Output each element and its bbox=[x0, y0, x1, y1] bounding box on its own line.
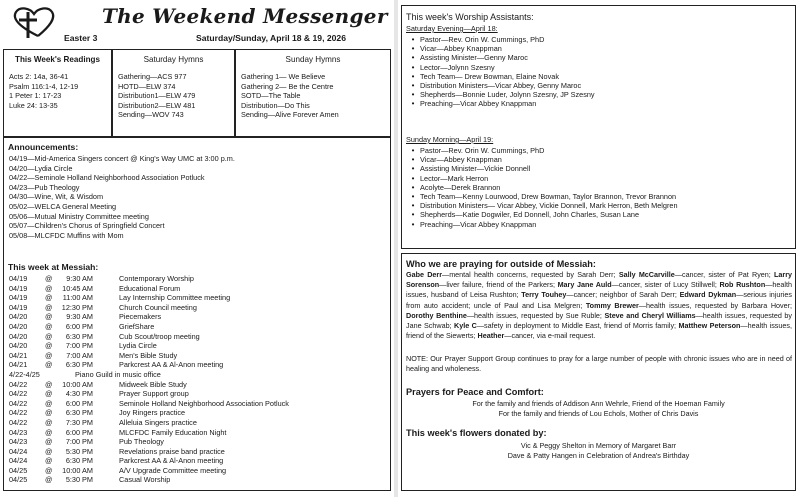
prayer-name: Steve and Cheryl Williams bbox=[604, 310, 696, 320]
assistant-role: Preaching bbox=[420, 99, 453, 109]
assistant-names: —Vicar Abbey, Genny Maroc bbox=[487, 81, 582, 91]
list-item bbox=[406, 90, 595, 99]
assistant-role: Acolyte bbox=[420, 182, 444, 192]
event-time: 6:00 PM bbox=[65, 398, 93, 408]
event-at: @ bbox=[45, 341, 53, 351]
event-time: 7:00 AM bbox=[66, 350, 93, 360]
season-label: Easter 3 bbox=[64, 33, 98, 43]
hymn-item: Sending—Alive Forever Amen bbox=[241, 110, 339, 120]
prayer-detail: —cancer, sister of Pat Ryen; bbox=[674, 270, 775, 279]
announcement-item: 04/19—Mid-America Singers concert @ King's Way UMC at 3:00 p.m. bbox=[9, 154, 235, 163]
assistant-names: —Abbey Knappman bbox=[436, 44, 502, 54]
assistant-names: —Genny Maroc bbox=[476, 53, 528, 63]
prayer-detail: —cancer, sister of Lucy Stillwell; bbox=[611, 280, 720, 290]
prayer-detail: —cancer; neighbor of Sarah Derr; bbox=[566, 290, 680, 300]
sunday-service-heading: Sunday Morning—April 19: bbox=[406, 135, 494, 144]
assistant-role: Pastor bbox=[420, 146, 442, 155]
bullet-icon: • bbox=[411, 81, 415, 91]
event-at: @ bbox=[45, 446, 53, 456]
bullet-icon: • bbox=[411, 90, 415, 100]
readings-heading: This Week's Readings bbox=[15, 55, 100, 64]
announcement-item: 05/02—WELCA General Meeting bbox=[9, 201, 117, 211]
peace-line: For the family and friends of Addison Ann Wehrle, Friend of the Hoeman Family bbox=[472, 399, 725, 408]
event-name: Revelations praise band practice bbox=[119, 446, 225, 456]
table-row bbox=[9, 418, 289, 428]
prayer-name: Gabe Derr bbox=[406, 270, 442, 279]
hymn-item: HOTD—ELW 374 bbox=[118, 81, 176, 91]
table-row bbox=[9, 303, 289, 313]
event-name: Joy Ringers practice bbox=[119, 408, 186, 418]
event-name: Parkcrest AA & Al-Anon meeting bbox=[119, 456, 224, 466]
prayer-name: Kyle C bbox=[454, 321, 477, 331]
event-date: 04/20 bbox=[9, 331, 28, 341]
bullet-icon: • bbox=[411, 173, 415, 183]
flower-lines bbox=[402, 441, 795, 461]
assistant-entry bbox=[420, 99, 536, 108]
table-row bbox=[9, 284, 289, 294]
saturday-service-heading: Saturday Evening—April 18: bbox=[406, 24, 498, 33]
event-at: @ bbox=[45, 475, 53, 485]
peace-heading: Prayers for Peace and Comfort: bbox=[406, 387, 544, 397]
event-at: @ bbox=[45, 417, 53, 427]
event-at: @ bbox=[45, 456, 53, 466]
event-date: 04/21 bbox=[9, 350, 28, 360]
event-name: GriefShare bbox=[119, 321, 155, 331]
assistant-entry bbox=[420, 146, 544, 155]
prayer-detail: —health issues, requested by Jane Schwab; bbox=[406, 310, 792, 331]
table-row bbox=[9, 475, 289, 485]
assistant-names: —Katie Dogwiler, Ed Donnell, John Charles, Susan Lane bbox=[455, 210, 640, 220]
event-time: 7:00 PM bbox=[65, 437, 93, 447]
assistant-names: —Bonnie Luder, Jolynn Szesny, JP Szesny bbox=[455, 90, 595, 100]
prayer-name: Rob Rushton bbox=[719, 280, 766, 290]
event-at: @ bbox=[45, 408, 53, 418]
flower-line: Dave & Patty Hangen in Celebration of Andrea's Birthday bbox=[507, 451, 690, 460]
event-name: Lydia Circle bbox=[119, 341, 157, 351]
hymn-item: Distribution1—ELW 479 bbox=[118, 91, 196, 101]
list-item bbox=[406, 146, 678, 155]
event-date: 04/22 bbox=[9, 389, 28, 399]
prayer-name: Edward Dykman bbox=[679, 290, 737, 300]
assistant-names: —Kenny Lourwood, Drew Bowman, Taylor Brannon, Trevor Brannon bbox=[455, 192, 677, 202]
sunday-assistants bbox=[406, 146, 678, 229]
bullet-icon: • bbox=[411, 44, 415, 54]
event-at: @ bbox=[45, 427, 53, 437]
assistant-role: Shepherds bbox=[420, 210, 456, 220]
event-name: A/V Upgrade Committee meeting bbox=[119, 465, 227, 475]
event-time: 5:30 PM bbox=[65, 475, 93, 485]
assistant-names: —Vicar Abbey Knappman bbox=[452, 99, 537, 109]
bullet-icon: • bbox=[411, 155, 415, 165]
event-date: 04/20 bbox=[9, 321, 28, 331]
prayer-name: Tommy Brewer bbox=[585, 300, 639, 310]
event-name: Prayer Support group bbox=[119, 389, 189, 399]
assistant-names: —Vicar Abbey Knappman bbox=[452, 219, 537, 229]
assistant-names: —Mark Herron bbox=[440, 173, 489, 183]
assistant-names: —Jolynn Szesny bbox=[440, 62, 495, 72]
assistant-entry bbox=[420, 44, 502, 53]
prayer-detail: —health issues, friend of the Siewerts; bbox=[406, 321, 792, 341]
announcement-item: 04/20—Lydia Circle bbox=[9, 163, 73, 173]
event-date: 04/24 bbox=[9, 446, 28, 456]
assistant-names: —Abbey Knappman bbox=[436, 155, 502, 165]
event-name: Lay Internship Committee meeting bbox=[119, 293, 231, 303]
left-page bbox=[0, 0, 394, 497]
event-date: 04/19 bbox=[9, 293, 28, 303]
bullet-icon: • bbox=[411, 35, 415, 44]
prayer-detail: —cancer, via e-mail request. bbox=[504, 331, 596, 341]
reading-item: 1 Peter 1: 17-23 bbox=[9, 91, 62, 101]
assistant-entry bbox=[420, 174, 488, 183]
prayer-name: Mary Jane Auld bbox=[557, 280, 612, 290]
event-at: @ bbox=[45, 379, 53, 389]
list-item bbox=[406, 164, 678, 173]
reading-item: Luke 24: 13-35 bbox=[9, 100, 58, 110]
event-name: Church Council meeting bbox=[119, 302, 197, 312]
prayer-name: Terry Touhey bbox=[521, 290, 567, 300]
readings-list bbox=[9, 72, 78, 110]
assistant-names: — Vicar Abbey, Vickie Donnell, Mark Herron, Beth Melgren bbox=[487, 201, 678, 211]
bullet-icon: • bbox=[411, 146, 415, 155]
list-item bbox=[406, 174, 678, 183]
prayer-detail: —mental health concerns, requested by Sarah Derr; bbox=[442, 270, 619, 279]
event-at: @ bbox=[45, 274, 53, 283]
bullet-icon: • bbox=[411, 164, 415, 174]
announcement-item: 04/30—Wine, Wit, & Wisdom bbox=[9, 192, 104, 202]
assistant-role: Distribution Ministers bbox=[420, 81, 488, 91]
event-at: @ bbox=[45, 302, 53, 312]
list-item bbox=[406, 183, 678, 192]
readings-box bbox=[3, 49, 112, 137]
event-date: 04/20 bbox=[9, 341, 28, 351]
event-time: 6:30 PM bbox=[65, 331, 93, 341]
event-name: Midweek Bible Study bbox=[119, 379, 187, 389]
prayer-list bbox=[406, 270, 792, 341]
table-row bbox=[9, 312, 289, 322]
event-at: @ bbox=[45, 312, 53, 322]
list-item bbox=[406, 210, 678, 219]
assistant-role: Preaching bbox=[420, 219, 453, 229]
assistant-role: Vicar bbox=[420, 155, 437, 165]
event-time: 10:00 AM bbox=[62, 465, 93, 475]
event-at: @ bbox=[45, 283, 53, 293]
table-row bbox=[9, 399, 289, 409]
table-row bbox=[9, 389, 289, 399]
table-row bbox=[9, 360, 289, 370]
event-time: 11:00 AM bbox=[62, 293, 93, 303]
event-date: 04/22 bbox=[9, 408, 28, 418]
assistant-role: Tech Team bbox=[420, 71, 456, 81]
list-item bbox=[406, 72, 595, 81]
reading-item: Acts 2: 14a, 36-41 bbox=[9, 72, 69, 81]
table-row bbox=[9, 456, 289, 466]
event-time: 6:30 PM bbox=[65, 456, 93, 466]
assistant-names: —Vickie Donnell bbox=[476, 164, 531, 174]
assistant-entry bbox=[420, 72, 559, 81]
table-row bbox=[9, 293, 289, 303]
bullet-icon: • bbox=[411, 62, 415, 72]
event-date: 04/21 bbox=[9, 360, 28, 370]
event-at: @ bbox=[45, 331, 53, 341]
list-item bbox=[406, 192, 678, 201]
announcements-list bbox=[9, 154, 235, 240]
announcement-item: 05/08—MLCFDC Muffins with Mom bbox=[9, 230, 124, 240]
sunday-hymns-heading: Sunday Hymns bbox=[285, 55, 341, 64]
list-item bbox=[406, 155, 678, 164]
bullet-icon: • bbox=[411, 99, 415, 109]
event-time: 10:00 AM bbox=[62, 379, 93, 389]
list-item bbox=[406, 53, 595, 62]
event-time: 9:30 AM bbox=[66, 312, 93, 322]
assistant-role: Assisting Minister bbox=[420, 164, 477, 174]
bullet-icon: • bbox=[411, 53, 415, 63]
event-date: 04/25 bbox=[9, 475, 28, 485]
event-name: Pub Theology bbox=[119, 437, 164, 447]
event-time: 10:45 AM bbox=[62, 283, 93, 293]
flowers-heading: This week's flowers donated by: bbox=[406, 428, 547, 438]
peace-line: For the family and friends of Lou Echols, Mother of Chris Davis bbox=[498, 409, 699, 418]
bullet-icon: • bbox=[411, 219, 415, 229]
assistant-entry bbox=[420, 201, 678, 210]
assistant-role: Lector bbox=[420, 62, 441, 72]
event-name: Seminole Holland Neighborhood Association Potluck bbox=[119, 398, 289, 408]
event-time: 9:30 AM bbox=[66, 274, 93, 283]
event-at: @ bbox=[45, 437, 53, 447]
announcement-item: 05/07—Children's Chorus of Springfield Concert bbox=[9, 221, 165, 231]
prayer-name: Dorothy Benthine bbox=[406, 310, 467, 320]
sunday-hymns-list bbox=[241, 72, 339, 120]
reading-item: Psalm 116:1-4, 12-19 bbox=[9, 81, 79, 91]
event-time: 7:30 PM bbox=[65, 417, 93, 427]
announcement-item: 04/23—Pub Theology bbox=[9, 182, 80, 192]
table-row bbox=[9, 351, 289, 361]
event-name: Parkcrest AA & Al-Anon meeting bbox=[119, 360, 224, 370]
event-name: Educational Forum bbox=[119, 283, 181, 293]
assistant-role: Pastor bbox=[420, 35, 442, 44]
assistant-entry bbox=[420, 210, 639, 219]
event-name: Piecemakers bbox=[119, 312, 162, 322]
assistant-role: Vicar bbox=[420, 44, 437, 54]
prayers-heading: Who we are praying for outside of Messiah: bbox=[406, 259, 596, 269]
prayer-name: Heather bbox=[477, 331, 505, 341]
event-name: Cub Scout/troop meeting bbox=[119, 331, 200, 341]
flower-line: Vic & Peggy Shelton in Memory of Margaret Barr bbox=[520, 441, 677, 450]
saturday-hymns-list bbox=[118, 72, 195, 120]
assistant-role: Assisting Minister bbox=[420, 53, 477, 63]
event-at: @ bbox=[45, 398, 53, 408]
table-row bbox=[9, 437, 289, 447]
saturday-assistants bbox=[406, 35, 595, 109]
event-date: 04/22 bbox=[9, 417, 28, 427]
event-at: @ bbox=[45, 389, 53, 399]
assistant-role: Tech Team bbox=[420, 192, 456, 202]
prayer-detail: —health issues, husband of Leisa Rushton; bbox=[406, 280, 792, 300]
list-item bbox=[406, 44, 595, 53]
table-row bbox=[9, 380, 289, 390]
assistant-entry bbox=[420, 164, 530, 173]
table-row bbox=[9, 322, 289, 332]
table-row bbox=[9, 274, 289, 284]
assistant-entry bbox=[420, 63, 495, 72]
issue-date: Saturday/Sunday, April 18 & 19, 2026 bbox=[196, 33, 346, 43]
worship-heading: This week's Worship Assistants: bbox=[406, 12, 534, 22]
assistant-entry bbox=[420, 192, 676, 201]
event-time: 12:30 PM bbox=[61, 302, 93, 312]
event-at: @ bbox=[45, 350, 53, 360]
event-at: @ bbox=[45, 293, 53, 303]
bullet-icon: • bbox=[411, 71, 415, 81]
prayer-detail: —serious injuries from auto accident; uncle of Paul and Lisa Melgren; bbox=[406, 290, 792, 310]
event-at: @ bbox=[45, 465, 53, 475]
event-date: 04/19 bbox=[9, 302, 28, 312]
announcements-heading: Announcements: bbox=[8, 142, 79, 152]
event-time: 6:30 PM bbox=[65, 360, 93, 370]
hymn-item: Distribution2—ELW 481 bbox=[118, 100, 196, 110]
bullet-icon: • bbox=[411, 192, 415, 202]
list-item bbox=[406, 99, 595, 108]
prayer-name: Matthew Peterson bbox=[678, 321, 741, 331]
list-item bbox=[406, 35, 595, 44]
prayer-detail: —health issues, requested by Barbara Hover; bbox=[638, 300, 792, 310]
assistant-names: —Rev. Orin W. Cummings, PhD bbox=[441, 146, 545, 155]
table-row bbox=[9, 370, 289, 380]
event-date: 04/20 bbox=[9, 312, 28, 322]
right-page bbox=[398, 0, 800, 497]
event-time: 6:00 PM bbox=[65, 321, 93, 331]
saturday-hymns-heading: Saturday Hymns bbox=[143, 55, 204, 64]
event-at: @ bbox=[45, 321, 53, 331]
events-box bbox=[3, 137, 391, 491]
prayer-detail: —safety in deployment to Middle East, friend of Morris family; bbox=[476, 321, 679, 331]
table-row bbox=[9, 408, 289, 418]
event-name: MLCFDC Family Education Night bbox=[119, 427, 227, 437]
table-row bbox=[9, 466, 289, 476]
hymn-item: Gathering—ACS 977 bbox=[118, 72, 187, 81]
saturday-hymns-box bbox=[112, 49, 235, 137]
prayer-name: Larry Sorenson bbox=[406, 270, 792, 290]
list-item bbox=[406, 201, 678, 210]
week-heading: This week at Messiah: bbox=[8, 262, 99, 272]
event-date: 04/22 bbox=[9, 379, 28, 389]
table-row bbox=[9, 332, 289, 342]
assistant-role: Shepherds bbox=[420, 90, 456, 100]
table-row bbox=[9, 447, 289, 457]
event-at: @ bbox=[45, 360, 53, 370]
event-name: Men's Bible Study bbox=[119, 350, 178, 360]
assistant-entry bbox=[420, 35, 544, 44]
assistant-entry bbox=[420, 220, 536, 229]
event-date: 04/23 bbox=[9, 437, 28, 447]
event-name: Casual Worship bbox=[119, 475, 171, 485]
hymn-item: Gathering 2— Be the Centre bbox=[241, 81, 334, 91]
event-date: 04/23 bbox=[9, 427, 28, 437]
event-date: 04/24 bbox=[9, 456, 28, 466]
event-time: 7:00 PM bbox=[65, 341, 93, 351]
assistant-entry bbox=[420, 53, 528, 62]
event-date: 04/19 bbox=[9, 283, 28, 293]
assistant-entry bbox=[420, 183, 500, 192]
event-name: Piano Guild in music office bbox=[75, 369, 161, 379]
hymn-item: SOTD—The Table bbox=[241, 91, 301, 101]
event-name: Alleluia Singers practice bbox=[119, 417, 197, 427]
hymn-item: Distribution—Do This bbox=[241, 100, 310, 110]
bullet-icon: • bbox=[411, 201, 415, 211]
table-row bbox=[9, 428, 289, 438]
bullet-icon: • bbox=[411, 182, 415, 192]
prayer-detail: —liver failure, friend of the Parkers; bbox=[439, 280, 558, 290]
list-item bbox=[406, 63, 595, 72]
assistant-names: —Rev. Orin W. Cummings, PhD bbox=[441, 35, 545, 44]
list-item bbox=[406, 81, 595, 90]
prayer-name: Sally McCarville bbox=[618, 270, 675, 279]
assistant-entry bbox=[420, 155, 502, 164]
event-time: 6:00 PM bbox=[65, 427, 93, 437]
assistant-names: —Derek Brannon bbox=[443, 182, 501, 192]
bullet-icon: • bbox=[411, 210, 415, 220]
hymn-item: Gathering 1— We Believe bbox=[241, 72, 326, 81]
assistant-entry bbox=[420, 90, 595, 99]
sunday-hymns-box bbox=[235, 49, 391, 137]
event-name: Contemporary Worship bbox=[119, 274, 194, 283]
assistant-role: Distribution Ministers bbox=[420, 201, 488, 211]
event-time: 5:30 PM bbox=[65, 446, 93, 456]
announcement-item: 04/22—Seminole Holland Neighborhood Association Potluck bbox=[9, 173, 205, 183]
prayer-note: NOTE: Our Prayer Support Group continues to pray for a large number of people with chronic issues who are in need of healing and wholeness. bbox=[406, 354, 792, 374]
assistant-entry bbox=[420, 81, 581, 90]
event-time: 6:30 PM bbox=[65, 408, 93, 418]
event-time: 4:30 PM bbox=[65, 389, 93, 399]
peace-lines bbox=[402, 399, 795, 419]
event-date: 04/22 bbox=[9, 398, 28, 408]
table-row bbox=[9, 341, 289, 351]
heart-cross-logo bbox=[8, 4, 60, 40]
week-schedule bbox=[9, 274, 289, 485]
prayers-box bbox=[401, 253, 796, 491]
list-item bbox=[406, 220, 678, 229]
event-date: 04/19 bbox=[9, 274, 28, 283]
hymn-item: Sending—WOV 743 bbox=[118, 110, 184, 120]
worship-assistants-box bbox=[401, 5, 796, 249]
announcement-item: 05/06—Mutual Ministry Committee meeting bbox=[9, 211, 149, 221]
prayer-detail: —health issues, requested by Sue Ruble; bbox=[466, 310, 605, 320]
assistant-names: — Drew Bowman, Elaine Novak bbox=[455, 71, 559, 81]
newsletter-title: The Weekend Messenger bbox=[102, 4, 388, 28]
event-date: 04/25 bbox=[9, 465, 28, 475]
assistant-role: Lector bbox=[420, 173, 441, 183]
event-date: 4/22-4/25 bbox=[9, 369, 40, 379]
